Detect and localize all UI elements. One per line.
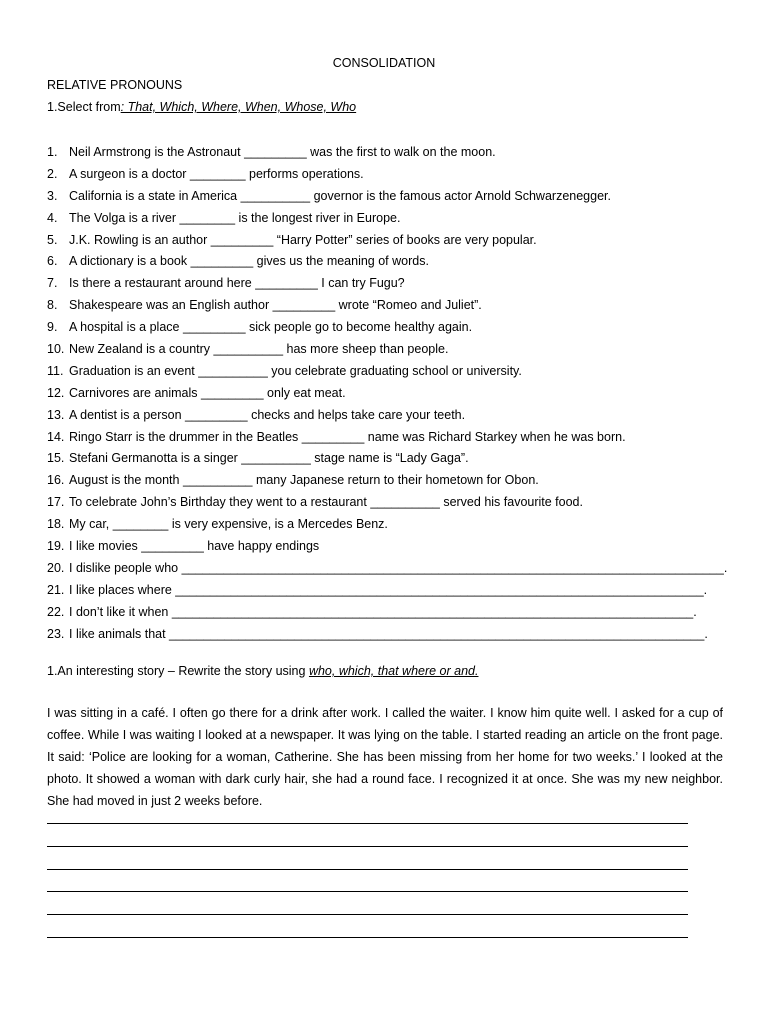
item-number: 6. — [47, 254, 58, 269]
item-text: I dislike people who ______________________________________________________________________________. — [69, 560, 728, 575]
item-number: 4. — [47, 210, 58, 225]
item-number: 17. — [47, 495, 65, 510]
item-text: I like places where ____________________________________________________________________________. — [69, 582, 708, 597]
list-item — [47, 472, 727, 494]
list-item — [47, 341, 727, 363]
item-number: 13. — [47, 407, 65, 422]
item-number: 23. — [47, 626, 65, 641]
list-item — [47, 188, 727, 210]
page-title: CONSOLIDATION — [332, 56, 436, 70]
answer-lines — [47, 823, 688, 960]
item-text: Neil Armstrong is the Astronaut _________ was the first to walk on the moon. — [69, 145, 496, 159]
list-item — [47, 210, 727, 232]
answer-line — [47, 846, 688, 847]
list-item — [47, 429, 727, 451]
item-text: My car, ________ is very expensive, is a Mercedes Benz. — [69, 517, 388, 532]
list-item — [47, 319, 727, 341]
item-number: 10. — [47, 342, 65, 357]
list-item — [47, 166, 727, 188]
instruction-options: : That, Which, Where, When, Whose, Who — [120, 100, 357, 114]
answer-line — [47, 914, 688, 915]
answer-line — [47, 869, 688, 870]
item-text: A hospital is a place _________ sick people go to become healthy again. — [69, 320, 473, 335]
item-text: I like animals that _____________________________________________________________________________. — [69, 626, 708, 641]
item-number: 5. — [47, 232, 58, 247]
item-number: 11. — [47, 363, 64, 378]
instruction-prefix: 1.An interesting story – Rewrite the story using — [47, 664, 309, 678]
item-text: New Zealand is a country __________ has more sheep than people. — [69, 342, 449, 357]
item-number: 20. — [47, 560, 65, 575]
item-number: 21. — [47, 582, 65, 597]
list-item — [47, 407, 727, 429]
item-number: 15. — [47, 451, 65, 466]
list-item — [47, 275, 727, 297]
item-number: 14. — [47, 429, 65, 444]
list-item — [47, 604, 727, 626]
item-text: To celebrate John’s Birthday they went to a restaurant __________ served his favourite food. — [69, 495, 583, 510]
list-item — [47, 560, 727, 582]
answer-line — [47, 891, 688, 892]
instruction-prefix: 1.Select from — [47, 100, 121, 114]
item-text: The Volga is a river ________ is the longest river in Europe. — [69, 210, 401, 225]
item-number: 12. — [47, 385, 65, 400]
item-number: 3. — [47, 188, 58, 203]
item-text: A dictionary is a book _________ gives us the meaning of words. — [69, 254, 429, 269]
item-text: August is the month __________ many Japanese return to their hometown for Obon. — [69, 473, 539, 488]
item-text: I don’t like it when ___________________________________________________________________________. — [69, 604, 697, 619]
list-item — [47, 538, 727, 560]
item-text: J.K. Rowling is an author _________ “Harry Potter” series of books are very popular. — [69, 232, 537, 247]
item-number: 7. — [47, 276, 58, 291]
item-text: Is there a restaurant around here _________ I can try Fugu? — [69, 276, 405, 291]
item-number: 16. — [47, 473, 65, 488]
item-text: I like movies _________ have happy endings — [69, 539, 320, 554]
instruction-options: who, which, that where or and. — [308, 664, 479, 678]
item-text: A dentist is a person _________ checks and helps take care your teeth. — [69, 407, 466, 422]
item-text: Ringo Starr is the drummer in the Beatles _________ name was Richard Starkey when he was born. — [69, 429, 626, 444]
item-number: 1. — [47, 145, 58, 159]
list-item — [47, 253, 727, 275]
list-item — [47, 516, 727, 538]
item-text: Shakespeare was an English author _________ wrote “Romeo and Juliet”. — [69, 298, 482, 313]
list-item — [47, 297, 727, 319]
exercise-1-instruction — [47, 100, 356, 114]
item-text: Carnivores are animals _________ only eat meat. — [69, 385, 346, 400]
item-number: 8. — [47, 298, 58, 313]
item-text: Stefani Germanotta is a singer __________ stage name is “Lady Gaga”. — [69, 451, 469, 466]
list-item — [47, 494, 727, 516]
answer-line — [47, 823, 688, 824]
list-item — [47, 363, 727, 385]
answer-line — [47, 937, 688, 938]
list-item — [47, 232, 727, 254]
item-text: California is a state in America __________ governor is the famous actor Arnold Schwarzenegger. — [69, 188, 611, 203]
item-number: 2. — [47, 166, 58, 181]
item-text: A surgeon is a doctor ________ performs operations. — [69, 166, 364, 181]
story-paragraph: I was sitting in a café. I often go there for a drink after work. I called the waiter. I know him quite well. I asked for a cup of coffee. While I was waiting I looked at a newspaper. It was lying on the table. I started reading an article on the front page. It said: ‘Police are looking for a woman, Catherine. She has been missing from her home for two weeks.’ I looked at the photo. It showed a woman with dark curly hair, she had a round face. I recognized it at once. She was my new neighbor. She had moved in just 2 weeks before. — [47, 706, 723, 808]
item-number: 18. — [47, 517, 65, 532]
list-item — [47, 385, 727, 407]
list-item — [47, 450, 727, 472]
section-heading: RELATIVE PRONOUNS — [47, 78, 183, 92]
list-item — [47, 582, 727, 604]
list-item — [47, 144, 727, 166]
exercise-2-instruction — [47, 664, 478, 678]
item-number: 19. — [47, 539, 65, 554]
item-text: Graduation is an event __________ you celebrate graduating school or university. — [69, 363, 522, 378]
exercise-list — [47, 144, 727, 647]
item-number: 9. — [47, 320, 58, 335]
item-number: 22. — [47, 604, 65, 619]
list-item — [47, 626, 727, 648]
